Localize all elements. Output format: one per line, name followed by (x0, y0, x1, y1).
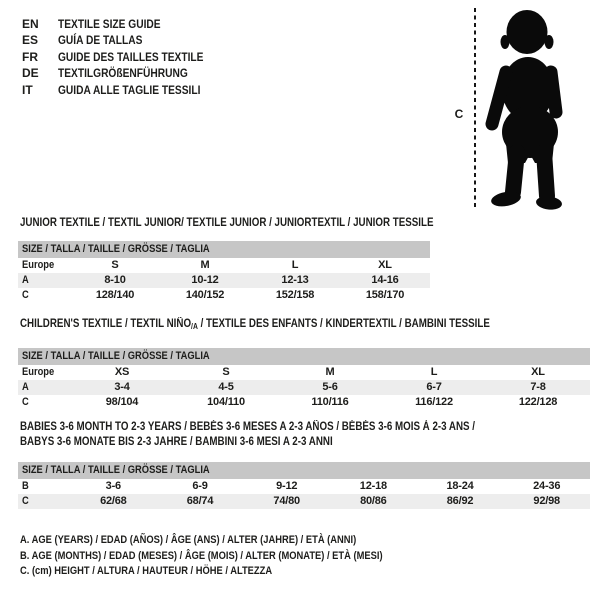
row-label: Europe (22, 366, 55, 378)
table-row (18, 258, 430, 273)
language-list (22, 16, 229, 98)
babies-size-table (18, 462, 590, 509)
row-label: Europe (22, 259, 55, 271)
table-row (18, 288, 430, 303)
language-title: GUIDE DES TAILLES TEXTILE (58, 49, 204, 64)
size-cell: L (430, 366, 438, 378)
language-code: ES (22, 33, 39, 48)
children-table-title: CHILDREN'S TEXTILE / TEXTIL NIÑO/A / TEXTILE DES ENFANTS / KINDERTEXTIL / BAMBINI TESSILE (20, 318, 490, 331)
size-cell: 104/110 (207, 396, 245, 408)
language-code: DE (22, 66, 39, 81)
row-label: B (22, 480, 29, 492)
size-cell: S (111, 259, 119, 271)
row-label: C (22, 396, 29, 408)
footnote-a: A. AGE (YEARS) / EDAD (AÑOS) / ÂGE (ANS) / ALTER (JAHRE) / ETÀ (ANNI) (20, 534, 357, 546)
size-cell: XL (378, 259, 392, 271)
size-cell: 140/152 (185, 289, 225, 301)
size-cell: 86/92 (446, 495, 474, 507)
size-cell: 12-18 (359, 480, 387, 492)
size-cell: 128/140 (95, 289, 135, 301)
size-cell: 110/116 (311, 396, 349, 408)
size-header-bar: SIZE / TALLA / TAILLE / GRÖSSE / TAGLIA (18, 241, 430, 258)
size-cell: 62/68 (100, 495, 127, 507)
footnote-c: C. (cm) HEIGHT / ALTURA / HAUTEUR / HÖHE / ALTEZZA (20, 565, 273, 578)
size-cell: 4-5 (218, 381, 234, 393)
language-title: GUIDA ALLE TAGLIE TESSILI (58, 82, 201, 97)
language-code: EN (22, 17, 39, 31)
toddler-silhouette-icon (481, 6, 579, 211)
size-cell: 92/98 (533, 495, 560, 507)
table-row (18, 380, 590, 395)
size-cell: 14-16 (371, 274, 399, 286)
row-label: A (22, 381, 29, 393)
size-cell: M (325, 366, 335, 378)
size-cell: S (222, 366, 230, 378)
language-title: TEXTILGRÖßENFÜHRUNG (58, 66, 188, 81)
language-row (22, 82, 229, 98)
table-row (18, 365, 590, 380)
size-cell: 9-12 (276, 480, 298, 492)
size-cell: 5-6 (322, 381, 338, 393)
size-cell: 122/128 (518, 396, 558, 408)
size-header-bar: SIZE / TALLA / TAILLE / GRÖSSE / TAGLIA (18, 348, 590, 365)
subscript-a: /A (191, 322, 198, 331)
size-cell: 8-10 (104, 274, 126, 286)
size-cell: XL (531, 366, 545, 378)
size-cell: 3-6 (105, 480, 121, 492)
size-cell: 80/86 (360, 495, 387, 507)
size-cell: 152/158 (275, 289, 315, 301)
language-row (22, 16, 229, 32)
row-label: C (22, 289, 29, 301)
size-cell: 116/122 (415, 396, 453, 408)
language-title: TEXTILE SIZE GUIDE (58, 17, 161, 31)
table-row (18, 273, 430, 288)
table-row (18, 494, 590, 509)
footnote-b: B. AGE (MONTHS) / EDAD (MESES) / ÂGE (MOIS) / ALTER (MONATE) / ETÀ (MESI) (20, 549, 383, 562)
size-cell: 6-9 (192, 480, 208, 492)
language-row (22, 49, 229, 65)
size-cell: 12-13 (281, 274, 309, 286)
size-cell: 98/104 (105, 396, 139, 408)
junior-table-title: JUNIOR TEXTILE / TEXTIL JUNIOR/ TEXTILE JUNIOR / JUNIORTEXTIL / JUNIOR TESSILE (20, 217, 434, 229)
footnotes (20, 533, 447, 580)
size-cell: 24-36 (533, 480, 561, 492)
table-row (18, 395, 590, 410)
size-cell: XS (114, 366, 130, 378)
language-code: FR (22, 49, 38, 64)
junior-size-table (18, 241, 430, 303)
table-row (18, 479, 590, 494)
height-measure-label: C (454, 107, 464, 121)
language-row (22, 32, 229, 48)
size-cell: 10-12 (191, 274, 219, 286)
size-cell: 3-4 (114, 381, 130, 393)
size-cell: 6-7 (426, 381, 442, 393)
row-label: C (22, 495, 29, 507)
children-size-table (18, 348, 590, 410)
height-measure-dashed-line (474, 8, 476, 210)
babies-table-title: BABIES 3-6 MONTH TO 2-3 YEARS / BEBÉS 3-6 MESES A 2-3 AÑOS / BÉBÉS 3-6 MOIS À 2-3 ANS / BABYS 3-6 MONATE BIS 2-3 JAHRE / BAMBINI 3-6 MESI A 2-3 ANNI (20, 421, 476, 449)
language-code: IT (22, 82, 33, 97)
size-cell: 158/170 (365, 289, 405, 301)
size-cell: 68/74 (186, 495, 214, 507)
language-row (22, 65, 229, 81)
size-cell: 7-8 (530, 381, 546, 393)
size-cell: 18-24 (446, 480, 474, 492)
row-label: A (22, 274, 29, 286)
size-cell: 74/80 (273, 495, 300, 507)
size-cell: L (291, 259, 299, 271)
size-cell: M (200, 259, 210, 271)
size-header-bar: SIZE / TALLA / TAILLE / GRÖSSE / TAGLIA (18, 462, 590, 479)
language-title: GUÍA DE TALLAS (58, 33, 143, 48)
